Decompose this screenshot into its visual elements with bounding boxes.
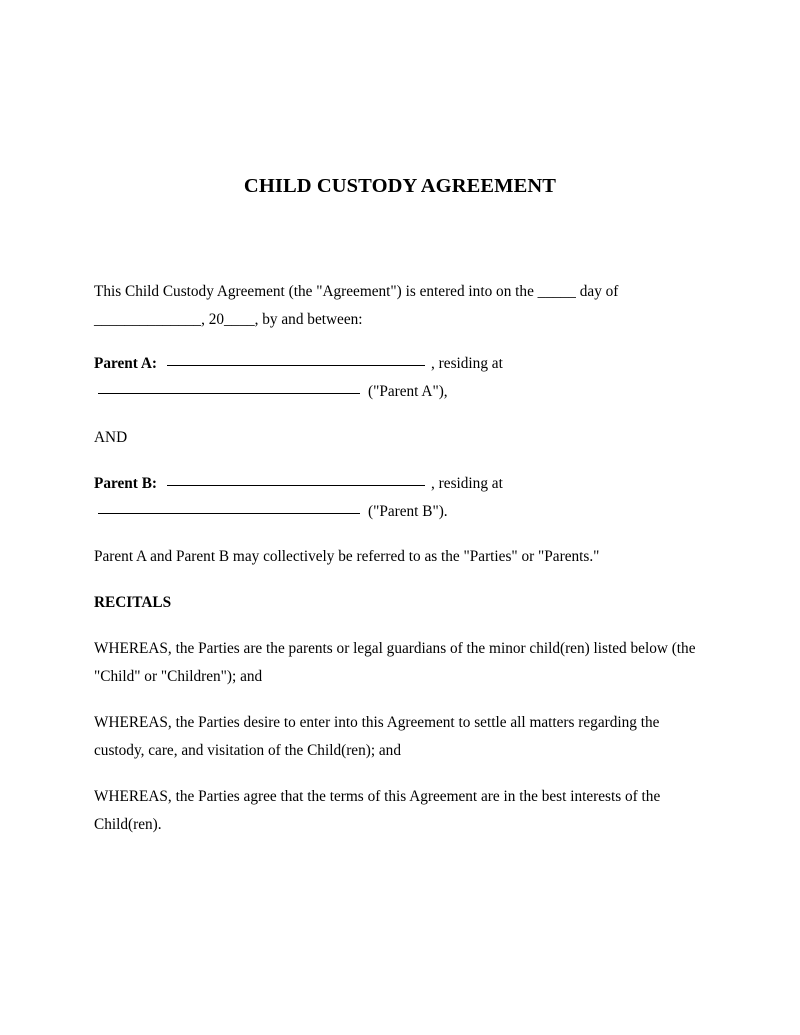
- parent-a-label: Parent A:: [94, 355, 158, 372]
- parent-a-name-line: [94, 350, 704, 378]
- spacer: [94, 526, 704, 543]
- spacer: [94, 334, 704, 350]
- parent-b-name-blank[interactable]: [167, 485, 425, 486]
- parent-a-address-line: [94, 378, 704, 406]
- spacer: [94, 691, 704, 709]
- parent-a-residing-text: , residing at: [431, 355, 503, 372]
- recital-paragraph-1: WHEREAS, the Parties are the parents or legal guardians of the minor child(ren) listed below (the "Child" or "Children"); and: [94, 640, 696, 685]
- parent-a-name-blank[interactable]: [167, 365, 425, 366]
- intro-paragraph-line-2: ______________, 20____, by and between:: [94, 311, 363, 328]
- parent-b-designation: ("Parent B").: [368, 503, 448, 520]
- parent-b-label: Parent B:: [94, 475, 158, 492]
- parent-a-address-blank[interactable]: [98, 393, 360, 394]
- spacer: [94, 617, 704, 635]
- spacer: [94, 765, 704, 783]
- parent-a-designation: ("Parent A"),: [368, 383, 448, 400]
- document-body: [94, 278, 704, 839]
- parent-b-residing-text: , residing at: [431, 475, 503, 492]
- recital-paragraph-3: WHEREAS, the Parties agree that the terms of this Agreement are in the best interests of the Child(ren).: [94, 788, 661, 833]
- collective-reference-clause: Parent A and Parent B may collectively be referred to as the "Parties" or "Parents.": [94, 548, 600, 565]
- page-title: CHILD CUSTODY AGREEMENT: [243, 174, 557, 197]
- spacer: [94, 571, 704, 589]
- parent-b-address-blank[interactable]: [98, 513, 360, 514]
- party-block-parent-b: [94, 470, 704, 526]
- parent-b-name-line: [94, 470, 704, 498]
- intro-paragraph-line-1: This Child Custody Agreement (the "Agreement") is entered into on the _____ day of: [94, 283, 619, 300]
- conjunction-and: AND: [94, 429, 128, 446]
- parent-b-address-line: [94, 498, 704, 526]
- spacer: [94, 452, 704, 470]
- party-block-parent-a: [94, 350, 704, 406]
- recital-paragraph-2: WHEREAS, the Parties desire to enter into this Agreement to settle all matters regarding the custody, care, and visitation of the Child(ren); and: [94, 714, 660, 759]
- recitals-heading: RECITALS: [94, 594, 172, 611]
- spacer: [94, 406, 704, 424]
